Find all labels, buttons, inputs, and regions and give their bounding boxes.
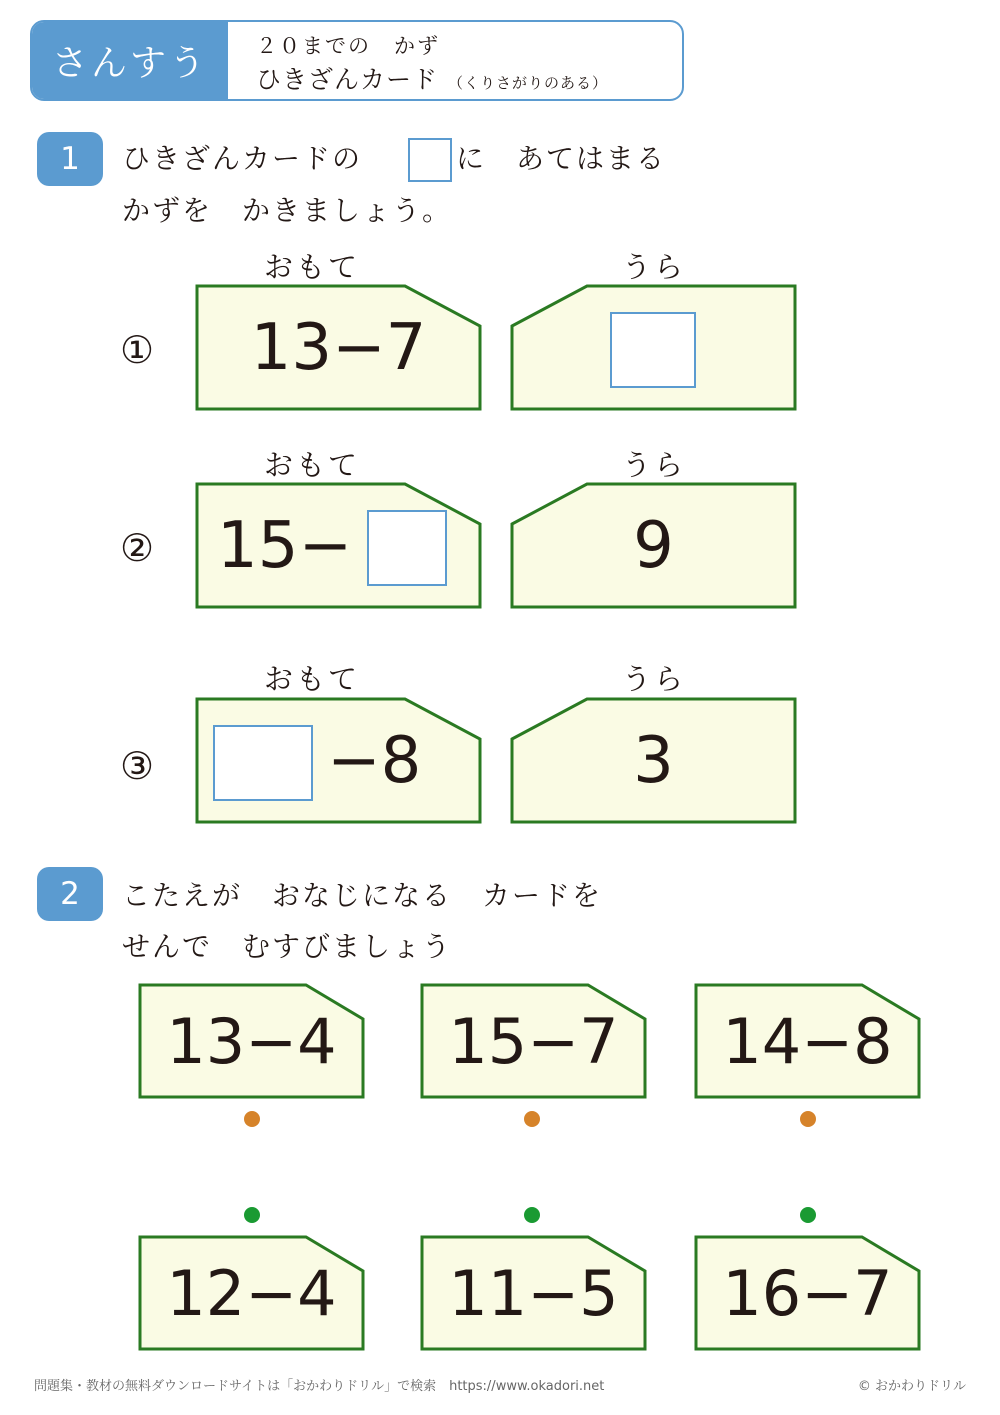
problem-1-front-text: 13−7 <box>250 310 427 385</box>
answer-box-2[interactable] <box>367 510 447 586</box>
problem-2-front-card <box>195 482 482 609</box>
problem-3-back-label: うら <box>621 662 686 696</box>
problem-2-number: ② <box>120 526 155 570</box>
problem-3-front-text: −8 <box>327 723 422 798</box>
match-card-bottom-1 <box>138 1235 365 1351</box>
top-dot-2[interactable] <box>524 1111 540 1127</box>
problem-2-front-label: おもて <box>263 448 360 482</box>
question-2-badge: 2 <box>37 867 103 921</box>
problem-3-back-card <box>510 697 797 824</box>
top-dot-1[interactable] <box>244 1111 260 1127</box>
subject-tab: さんすう <box>32 22 228 99</box>
header-topic: ２０までの かず <box>256 34 440 58</box>
problem-1-front-card <box>195 284 482 411</box>
question-1-line1 <box>122 137 666 182</box>
problem-3-front-card <box>195 697 482 824</box>
problem-1-front-label: おもて <box>263 250 360 284</box>
problem-1-back-label: うら <box>621 250 686 284</box>
problem-3-back-text: 3 <box>633 723 674 798</box>
question-2-line2: せんで むすびましょう <box>122 930 453 963</box>
footer-site-note: 問題集・教材の無料ダウンロードサイトは「おかわりドリル」で検索 https://www.okadori.net <box>34 1379 605 1394</box>
header-box <box>30 20 684 101</box>
match-card-top-1 <box>138 983 365 1099</box>
match-card-bottom-3 <box>694 1235 921 1351</box>
question-1-text-b: に あてはまる <box>456 142 667 175</box>
question-1-badge: 1 <box>37 132 103 186</box>
problem-3-number: ③ <box>120 744 155 788</box>
problem-1-number: ① <box>120 328 155 372</box>
problem-2-front-text: 15− <box>217 508 353 583</box>
question-1-line2: かずを かきましょう。 <box>122 194 453 227</box>
match-card-top-3 <box>694 983 921 1099</box>
top-dot-3[interactable] <box>800 1111 816 1127</box>
match-card-top-2 <box>420 983 647 1099</box>
footer-copyright: © おかわりドリル <box>857 1379 966 1394</box>
bottom-dot-2[interactable] <box>524 1207 540 1223</box>
question-1-text-a: ひきざんカードの <box>122 142 363 175</box>
bottom-dot-1[interactable] <box>244 1207 260 1223</box>
match-card-bottom-1-text: 12−4 <box>166 1256 337 1330</box>
answer-box-1[interactable] <box>610 312 696 388</box>
match-card-bottom-2 <box>420 1235 647 1351</box>
problem-2-back-card <box>510 482 797 609</box>
match-card-top-3-text: 14−8 <box>722 1004 893 1078</box>
header-title-main: ひきざんカード <box>256 65 439 94</box>
problem-3-front-label: おもて <box>263 662 360 696</box>
problem-2-back-text: 9 <box>633 508 674 583</box>
problem-1-back-card <box>510 284 797 411</box>
header-title-note: （くりさがりのある） <box>448 74 609 92</box>
match-card-bottom-3-text: 16−7 <box>722 1256 893 1330</box>
match-card-bottom-2-text: 11−5 <box>448 1256 619 1330</box>
question-2-line1: こたえが おなじになる カードを <box>122 879 603 912</box>
header-title <box>256 60 608 96</box>
match-card-top-1-text: 13−4 <box>166 1004 337 1078</box>
sample-box-icon <box>408 138 452 182</box>
match-card-top-2-text: 15−7 <box>448 1004 619 1078</box>
problem-2-back-label: うら <box>621 448 686 482</box>
bottom-dot-3[interactable] <box>800 1207 816 1223</box>
